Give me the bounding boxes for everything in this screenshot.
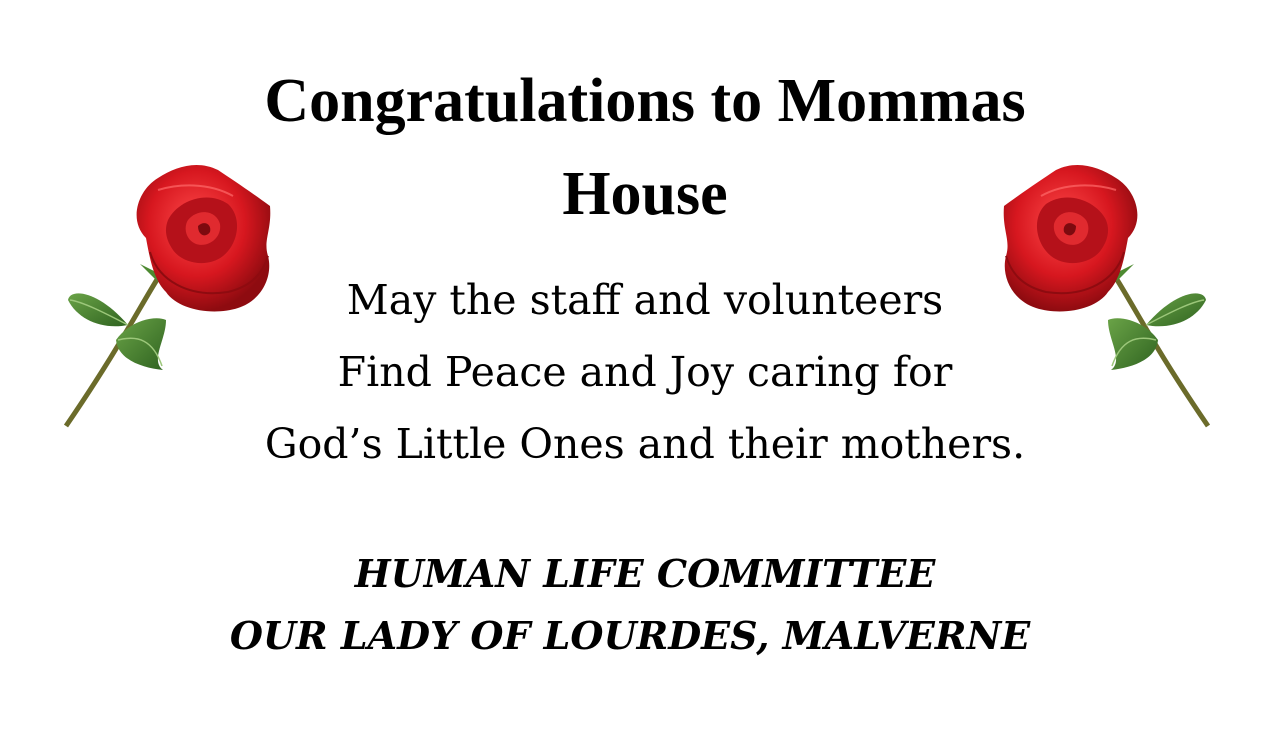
message-line-3: God’s Little Ones and their mothers.: [264, 420, 1026, 468]
card-title-line1: Congratulations to Mommas: [264, 67, 1026, 135]
message-line-2: Find Peace and Joy caring for: [337, 348, 953, 396]
message-line-1: May the staff and volunteers: [346, 276, 944, 324]
card-title-line2: House: [562, 160, 728, 228]
signature-line-1: HUMAN LIFE COMMITTEE: [354, 551, 936, 596]
signature-line-2: OUR LADY OF LOURDES, MALVERNE: [229, 613, 1031, 658]
